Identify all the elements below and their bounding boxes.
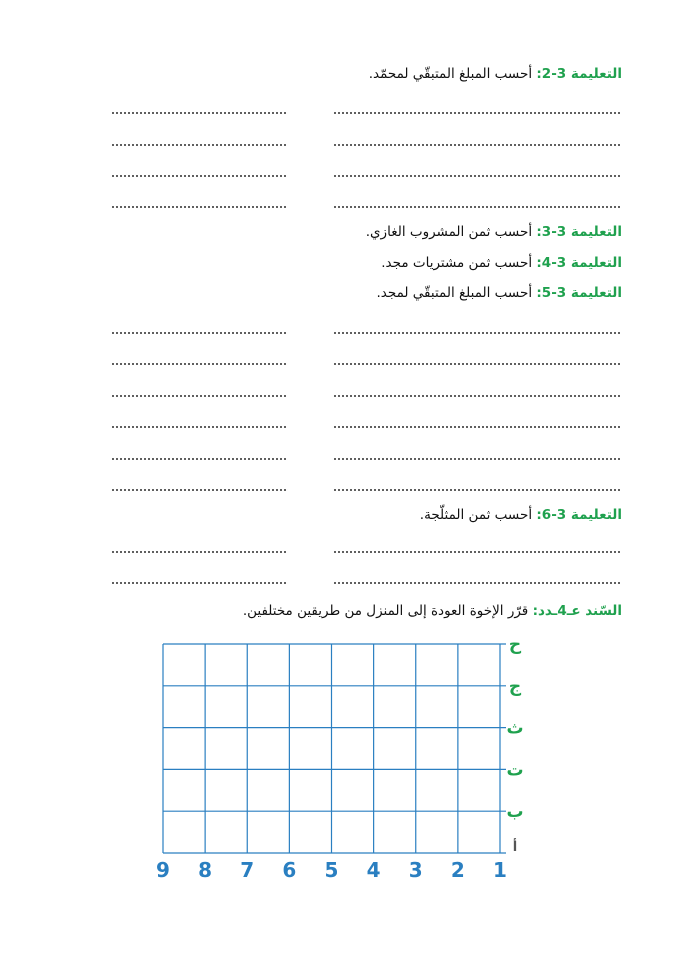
instruction-label: التعليمة 3-5: xyxy=(536,285,622,301)
instruction-text: أحسب ثمن المشروب الغازي. xyxy=(365,224,533,240)
row-label: ج xyxy=(508,676,522,697)
column-label: 3 xyxy=(408,858,423,882)
row-label: ث xyxy=(506,718,524,739)
support-text: قرّر الإخوة العودة إلى المنزل من طريقين مختلفين. xyxy=(242,603,529,619)
column-label: 5 xyxy=(324,858,339,882)
column-label: 1 xyxy=(493,858,507,882)
row-label: أ xyxy=(512,840,518,855)
instruction-label: التعليمة 3-6: xyxy=(536,507,622,523)
instruction-text: أحسب المبلغ المتبقّي لمحمّد. xyxy=(368,66,533,82)
column-label: 6 xyxy=(282,858,297,882)
column-label: 4 xyxy=(366,858,381,882)
column-label: 7 xyxy=(240,858,255,882)
row-label: ح xyxy=(508,635,522,655)
row-label: ب xyxy=(506,802,524,823)
column-label: 9 xyxy=(156,858,170,882)
instruction-label: التعليمة 3-2: xyxy=(536,66,622,82)
instruction-text: أحسب المبلغ المتبقّي لمجد. xyxy=(376,285,533,301)
instruction-text: أحسب ثمن مشتريات مجد. xyxy=(381,255,533,271)
column-label: 2 xyxy=(450,858,465,882)
instruction-label: التعليمة 3-3: xyxy=(536,224,622,240)
row-label: ت xyxy=(506,760,524,781)
instruction-text: أحسب ثمن المثلّجة. xyxy=(419,507,533,523)
support-label: السّند عـ4ـدد: xyxy=(532,603,622,619)
column-label: 8 xyxy=(198,858,213,882)
instruction-label: التعليمة 3-4: xyxy=(536,255,622,271)
